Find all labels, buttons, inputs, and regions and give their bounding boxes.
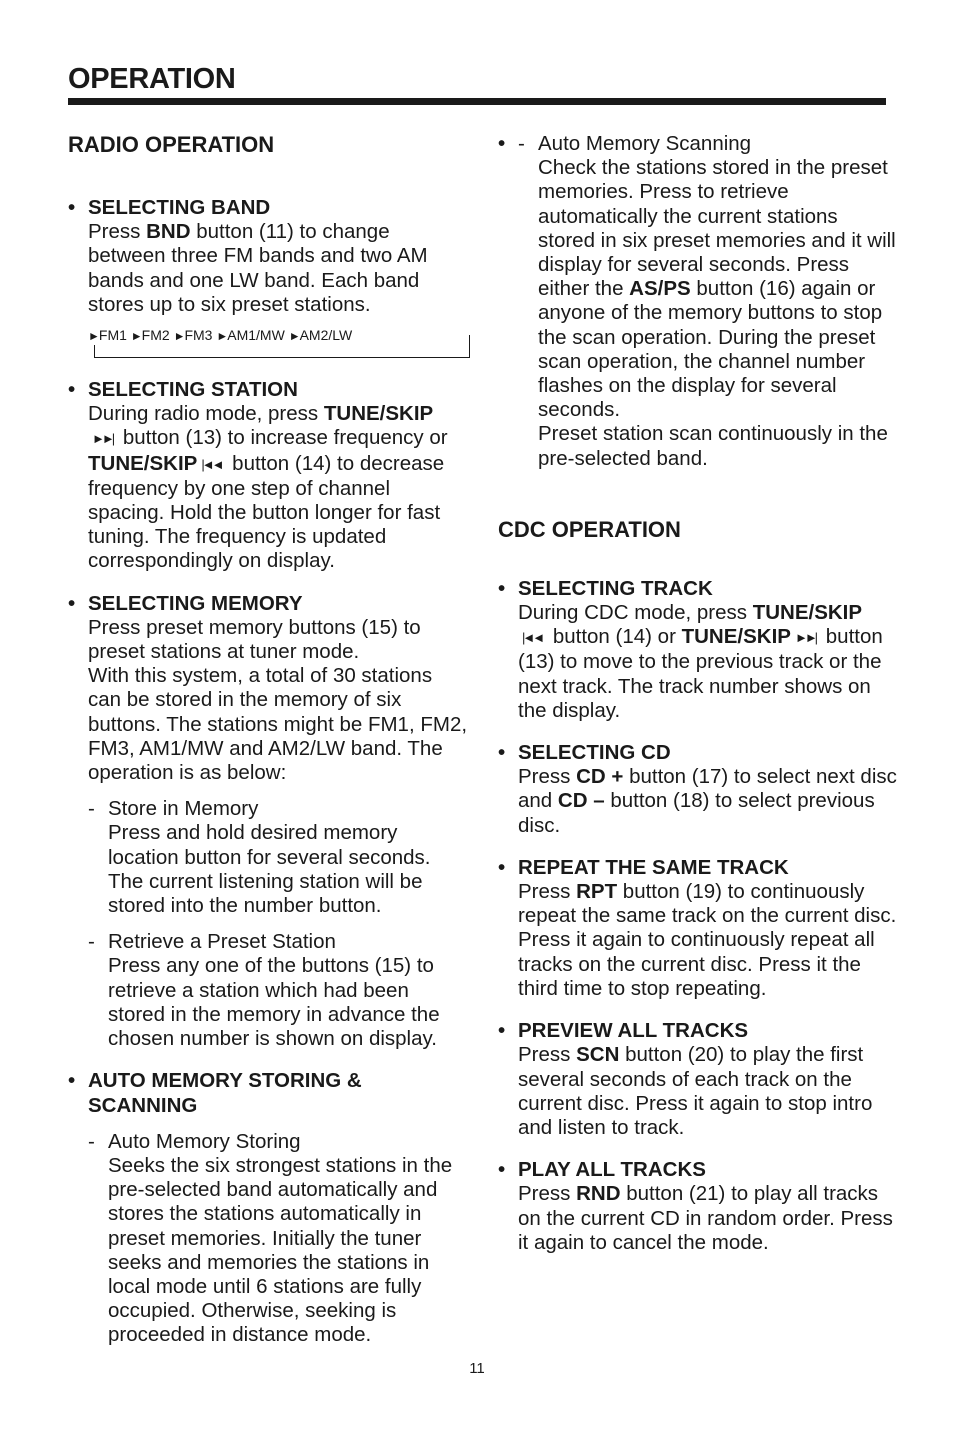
arrow-right-icon: ► [173, 329, 185, 344]
store-in-memory-title: - Store in Memory [108, 797, 259, 821]
band-fm3: FM3 [184, 327, 213, 344]
selecting-memory-text-2: With this system, a total of 30 stations can be stored in the memory of six buttons. The stations might be FM1, FM2, FM3, AM1/MW and AM2/LW band. The operation is as below: [88, 664, 468, 785]
selecting-track-text: During CDC mode, press TUNE/SKIP |◄◄ button (14) or TUNE/SKIP ►►| button (13) to move to the previous track or the next track. The track number shows on the display. [518, 601, 883, 722]
repeat-track-item [498, 856, 898, 1001]
preview-tracks-text: Press SCN button (20) to play the first several seconds of each track on the current disc. Press it again to stop intro and listen to track. [518, 1043, 873, 1139]
auto-memory-scanning-text: Check the stations stored in the preset memories. Press to retrieve automatically the current stations stored in six preset memories and it will display for several seconds. Press either the AS/PS button (16) again or anyone of the memory buttons to stop the scan operation. During the preset scan operation, the channel number flashes on the display for several seconds. [538, 156, 896, 422]
title-rule [68, 98, 886, 105]
store-in-memory-text: Press and hold desired memory location button for several seconds. The current listening station will be stored into the number button. [108, 821, 431, 918]
selecting-band-text: Press BND button (11) to change between three FM bands and two AM bands and one LW band. Each band stores up to six preset stations. [88, 220, 428, 316]
auto-memory-scanning-item [518, 132, 898, 471]
selecting-cd-text: Press CD + button (17) to select next disc and CD – button (18) to select previous disc. [518, 765, 897, 837]
skip-back-icon: |◄◄ [522, 630, 543, 646]
auto-memory-storing-item [88, 1130, 468, 1348]
selecting-memory-title: • SELECTING MEMORY [88, 591, 303, 615]
selecting-track-item [498, 577, 898, 723]
auto-memory-scanning-text-2: Preset station scan continuously in the pre-selected band. [538, 422, 888, 470]
repeat-track-text: Press RPT button (19) to continuously repeat the same track on the current disc. Press it again to continuously repeat all tracks on the current disc. Press it the third time to stop repeating. [518, 880, 897, 1000]
arrow-right-icon: ► [216, 329, 228, 344]
retrieve-preset-title: - Retrieve a Preset Station [108, 930, 336, 954]
retrieve-preset-item [88, 930, 468, 1051]
selecting-cd-item [498, 741, 898, 838]
selecting-band-item [68, 196, 468, 361]
selecting-station-item [68, 378, 468, 574]
preview-tracks-item [498, 1019, 898, 1140]
page-title: OPERATION [68, 63, 236, 95]
preview-tracks-title: • PREVIEW ALL TRACKS [518, 1019, 749, 1043]
skip-forward-icon: ►►| [92, 431, 113, 447]
band-sequence-diagram [88, 325, 469, 361]
auto-memory-title: • AUTO MEMORY STORING & SCANNING [88, 1069, 362, 1117]
play-all-tracks-item [498, 1158, 898, 1255]
repeat-track-title: • REPEAT THE SAME TRACK [518, 855, 789, 879]
retrieve-preset-text: Press any one of the buttons (15) to retrieve a station which had been stored in the memory in advance the chosen number is shown on display. [108, 954, 440, 1051]
play-all-tracks-text: Press RND button (21) to play all tracks on the current CD in random order. Press it again to cancel the mode. [518, 1182, 893, 1254]
left-column [68, 130, 468, 1348]
arrow-right-icon: ► [88, 329, 99, 344]
right-column [498, 130, 898, 1255]
selecting-station-title: • SELECTING STATION [88, 378, 298, 402]
selecting-band-title: • SELECTING BAND [88, 196, 271, 219]
radio-operation-heading: RADIO OPERATION [68, 132, 275, 157]
auto-memory-storing-text: Seeks the six strongest stations in the pre-selected band automatically and stores the stations automatically in preset memories. Initially the tuner seeks and memories the stations in local mode until 6 stations are fully occupied. Otherwise, seeking is proceeded in distance mode. [108, 1153, 453, 1347]
cdc-operation-heading: CDC OPERATION [498, 516, 681, 542]
skip-forward-icon: ►►| [794, 630, 816, 646]
band-fm2: FM2 [141, 327, 170, 344]
selecting-cd-title: • SELECTING CD [518, 741, 671, 765]
selecting-track-title: • SELECTING TRACK [518, 576, 713, 600]
auto-memory-storing-title: - Auto Memory Storing [108, 1129, 301, 1153]
store-in-memory-item [88, 797, 468, 918]
band-fm1: FM1 [98, 327, 127, 344]
skip-back-icon: |◄◄ [201, 456, 222, 472]
arrow-right-icon: ► [288, 329, 300, 344]
band-am2-lw: AM2/LW [299, 327, 353, 344]
arrow-right-icon: ► [130, 329, 142, 344]
auto-memory-item [68, 1069, 468, 1347]
selecting-memory-item [68, 592, 468, 1052]
band-sequence-labels [88, 325, 354, 345]
auto-memory-scanning-title: - • Auto Memory Scanning [538, 132, 752, 155]
selecting-memory-text-1: Press preset memory buttons (15) to preset stations at tuner mode. [88, 615, 421, 664]
band-am1-mw: AM1/MW [227, 327, 285, 344]
selecting-station-text: During radio mode, press TUNE/SKIP ►►| button (13) to increase frequency or TUNE/SKIP |◄◄ button (14) to decrease frequency by one step of channel spacing. Hold the button longer for fast tuning. The frequency is updated correspondingly on display. [88, 402, 448, 573]
play-all-tracks-title: • PLAY ALL TRACKS [518, 1158, 706, 1182]
page-number: 11 [469, 1360, 485, 1377]
auto-memory-scanning-block [498, 132, 898, 471]
